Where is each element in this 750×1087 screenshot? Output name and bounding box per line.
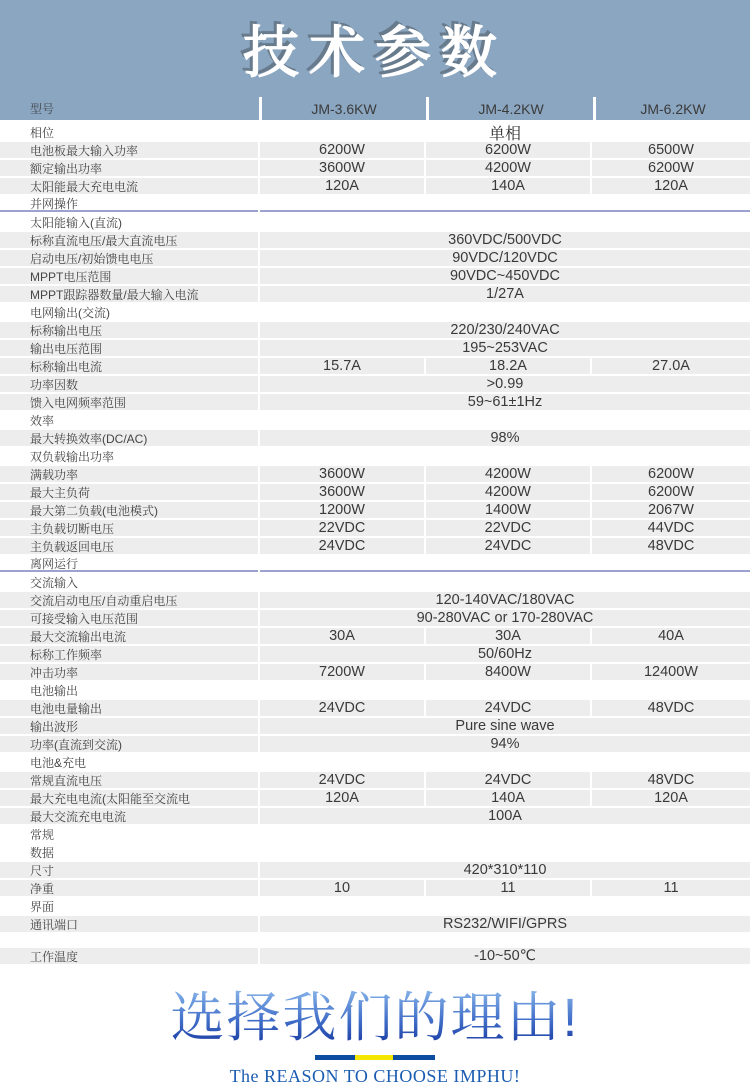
spec-value: 22VDC [260, 520, 424, 536]
spec-value: 22VDC [426, 520, 590, 536]
spec-label: 常规 [0, 826, 258, 842]
spec-value: 48VDC [592, 700, 750, 716]
divider-segment-right [393, 1055, 435, 1060]
section-filler [260, 682, 750, 698]
spec-row [0, 286, 750, 302]
table-header-row [0, 97, 750, 120]
spec-row [0, 862, 750, 878]
section-filler [260, 826, 750, 842]
section-row [0, 844, 750, 860]
spec-value: 24VDC [426, 538, 590, 554]
spec-row [0, 628, 750, 644]
spec-value: 360VDC/500VDC [260, 232, 750, 248]
spec-row [0, 520, 750, 536]
spec-row [0, 466, 750, 482]
spec-value: 3600W [260, 484, 424, 500]
spec-row [0, 948, 750, 964]
spec-value: 6200W [592, 160, 750, 176]
footer-tagline: The REASON TO CHOOSE IMPHU! [229, 1065, 521, 1086]
spec-value: 24VDC [260, 538, 424, 554]
spec-value: 4200W [426, 466, 590, 482]
section-row [0, 448, 750, 464]
spec-table-body [0, 120, 750, 964]
spec-row [0, 610, 750, 626]
spec-label: 相位 [0, 122, 258, 142]
spec-label: 可接受输入电压范围 [0, 610, 258, 626]
section-row [0, 754, 750, 770]
divider-segment-left [315, 1055, 355, 1060]
spec-label: 常规直流电压 [0, 772, 258, 788]
spec-value: 18.2A [426, 358, 590, 374]
spec-label: 启动电压/初始馈电电压 [0, 250, 258, 266]
spec-label: 电池板最大输入功率 [0, 142, 258, 158]
spec-label: 主负载返回电压 [0, 538, 258, 554]
model-label: 型号 [0, 97, 259, 120]
spec-value: RS232/WIFI/GPRS [260, 916, 750, 932]
spec-value: 12400W [592, 664, 750, 680]
spec-value: 11 [592, 880, 750, 896]
divider-segment-middle [355, 1055, 393, 1060]
spec-value: 220/230/240VAC [260, 322, 750, 338]
spec-label: 交流启动电压/自动重启电压 [0, 592, 258, 608]
spec-value: 94% [260, 736, 750, 752]
spec-label: 输出波形 [0, 718, 258, 734]
spec-row [0, 880, 750, 896]
spec-value: 59~61±1Hz [260, 394, 750, 410]
spec-value: 44VDC [592, 520, 750, 536]
spec-value: 120-140VAC/180VAC [260, 592, 750, 608]
spec-row [0, 736, 750, 752]
spec-label: 最大第二负载(电池模式) [0, 502, 258, 518]
spec-value: 8400W [426, 664, 590, 680]
spec-value: 6200W [260, 142, 424, 158]
spec-value: 10 [260, 880, 424, 896]
spec-value: 2067W [592, 502, 750, 518]
spec-value: 7200W [260, 664, 424, 680]
spec-value: 140A [426, 790, 590, 806]
spec-row [0, 484, 750, 500]
spec-value: 40A [592, 628, 750, 644]
spec-value: Pure sine wave [260, 718, 750, 734]
spec-label: 界面 [0, 898, 258, 914]
spec-row [0, 340, 750, 356]
spec-row [0, 430, 750, 446]
spec-row [0, 646, 750, 662]
section-filler [260, 556, 750, 572]
spec-row [0, 772, 750, 788]
section-row [0, 826, 750, 842]
spec-label: 双负载输出功率 [0, 448, 258, 464]
column-header-jm-4-2kw: JM-4.2KW [429, 97, 593, 120]
spec-label: 交流输入 [0, 574, 258, 590]
spec-label: 最大转换效率(DC/AC) [0, 430, 258, 446]
spec-row [0, 142, 750, 158]
section-filler [260, 898, 750, 914]
spec-label: 并网操作 [0, 196, 258, 212]
spec-value: 6200W [592, 466, 750, 482]
spec-value: 24VDC [426, 700, 590, 716]
spec-row [0, 394, 750, 410]
spec-row [0, 232, 750, 248]
footer-divider-bar [315, 1055, 435, 1060]
spec-label: 冲击功率 [0, 664, 258, 680]
spec-row [0, 376, 750, 392]
section-row [0, 214, 750, 230]
spec-label: 最大交流充电电流 [0, 808, 258, 824]
spec-label: 效率 [0, 412, 258, 428]
spec-label: 馈入电网频率范围 [0, 394, 258, 410]
spec-value: 6200W [426, 142, 590, 158]
spec-label: 主负载切断电压 [0, 520, 258, 536]
spec-value: 195~253VAC [260, 340, 750, 356]
spec-value: 4200W [426, 484, 590, 500]
spec-label: 尺寸 [0, 862, 258, 878]
spec-row [0, 718, 750, 734]
spec-value: 140A [426, 178, 590, 194]
spec-value: 24VDC [260, 772, 424, 788]
section-row [0, 898, 750, 914]
spec-value: 15.7A [260, 358, 424, 374]
section-filler [260, 412, 750, 428]
spec-row [0, 700, 750, 716]
spec-label: 数据 [0, 844, 258, 860]
spec-value: 98% [260, 430, 750, 446]
spec-row [0, 178, 750, 194]
spec-value: 4200W [426, 160, 590, 176]
spec-label: 标称工作频率 [0, 646, 258, 662]
section-filler [260, 196, 750, 212]
section-row [0, 574, 750, 590]
spec-label: 太阳能输入(直流) [0, 214, 258, 230]
spec-label: 电网输出(交流) [0, 304, 258, 320]
spec-value: 3600W [260, 160, 424, 176]
spec-value: 48VDC [592, 538, 750, 554]
spec-row [0, 664, 750, 680]
spec-label: 最大充电电流(太阳能至交流电 [0, 790, 258, 806]
spec-label: 电池输出 [0, 682, 258, 698]
spec-value: 90-280VAC or 170-280VAC [260, 610, 750, 626]
spec-label: 输出电压范围 [0, 340, 258, 356]
section-row [0, 196, 750, 212]
spec-row [0, 358, 750, 374]
spec-label: 标称输出电流 [0, 358, 258, 374]
column-header-jm-3-6kw: JM-3.6KW [262, 97, 426, 120]
spec-row [0, 322, 750, 338]
spec-value: 120A [592, 790, 750, 806]
spec-value: 3600W [260, 466, 424, 482]
spec-value: 11 [426, 880, 590, 896]
footer-headline: 选择我们的理由! [170, 988, 580, 1048]
section-filler [260, 754, 750, 770]
spec-value: 1200W [260, 502, 424, 518]
section-filler [260, 448, 750, 464]
spec-value: -10~50℃ [260, 948, 750, 964]
spec-value: 30A [426, 628, 590, 644]
spec-row [0, 790, 750, 806]
spec-row [0, 122, 750, 142]
spec-label: 功率(直流到交流) [0, 736, 258, 752]
spec-value: 27.0A [592, 358, 750, 374]
banner [0, 0, 750, 97]
spec-label: 额定输出功率 [0, 160, 258, 176]
spec-value: 50/60Hz [260, 646, 750, 662]
spec-row [0, 808, 750, 824]
spec-value: 420*310*110 [260, 862, 750, 878]
spacer-row [0, 934, 750, 948]
section-filler [260, 574, 750, 590]
spec-label: MPPT跟踪器数量/最大输入电流 [0, 286, 258, 302]
spec-value: 30A [260, 628, 424, 644]
spec-label: 标称输出电压 [0, 322, 258, 338]
spec-value: 120A [260, 178, 424, 194]
spec-row [0, 538, 750, 554]
section-filler [260, 214, 750, 230]
spec-value: 单相 [260, 122, 750, 142]
spec-value: 120A [592, 178, 750, 194]
spec-label: 最大主负荷 [0, 484, 258, 500]
section-filler [260, 844, 750, 860]
spec-label: 工作温度 [0, 948, 258, 964]
spec-label: 电池&充电 [0, 754, 258, 770]
spec-label: 电池电量输出 [0, 700, 258, 716]
spec-value: 90VDC~450VDC [260, 268, 750, 284]
spec-label: 满载功率 [0, 466, 258, 482]
spec-label: 通讯端口 [0, 916, 258, 932]
spec-label: 标称直流电压/最大直流电压 [0, 232, 258, 248]
spec-row [0, 916, 750, 932]
spec-value: 6500W [592, 142, 750, 158]
section-filler [260, 304, 750, 320]
section-row [0, 304, 750, 320]
section-row [0, 682, 750, 698]
spec-value: 120A [260, 790, 424, 806]
spec-value: >0.99 [260, 376, 750, 392]
section-row [0, 556, 750, 572]
footer [0, 966, 750, 1087]
spec-row [0, 592, 750, 608]
spec-value: 90VDC/120VDC [260, 250, 750, 266]
spec-value: 100A [260, 808, 750, 824]
spec-value: 24VDC [260, 700, 424, 716]
spec-label: 功率因数 [0, 376, 258, 392]
section-row [0, 412, 750, 428]
spec-value: 1400W [426, 502, 590, 518]
column-header-jm-6-2kw: JM-6.2KW [596, 97, 750, 120]
spec-value: 6200W [592, 484, 750, 500]
spec-value: 24VDC [426, 772, 590, 788]
spec-value: 1/27A [260, 286, 750, 302]
spec-row [0, 268, 750, 284]
spec-label: 最大交流输出电流 [0, 628, 258, 644]
spec-label: 离网运行 [0, 556, 258, 572]
spec-label: MPPT电压范围 [0, 268, 258, 284]
spec-row [0, 502, 750, 518]
page-title: 技术参数 [243, 20, 507, 84]
spec-row [0, 250, 750, 266]
spec-label: 太阳能最大充电电流 [0, 178, 258, 194]
spec-label: 净重 [0, 880, 258, 896]
spec-value: 48VDC [592, 772, 750, 788]
spec-row [0, 160, 750, 176]
